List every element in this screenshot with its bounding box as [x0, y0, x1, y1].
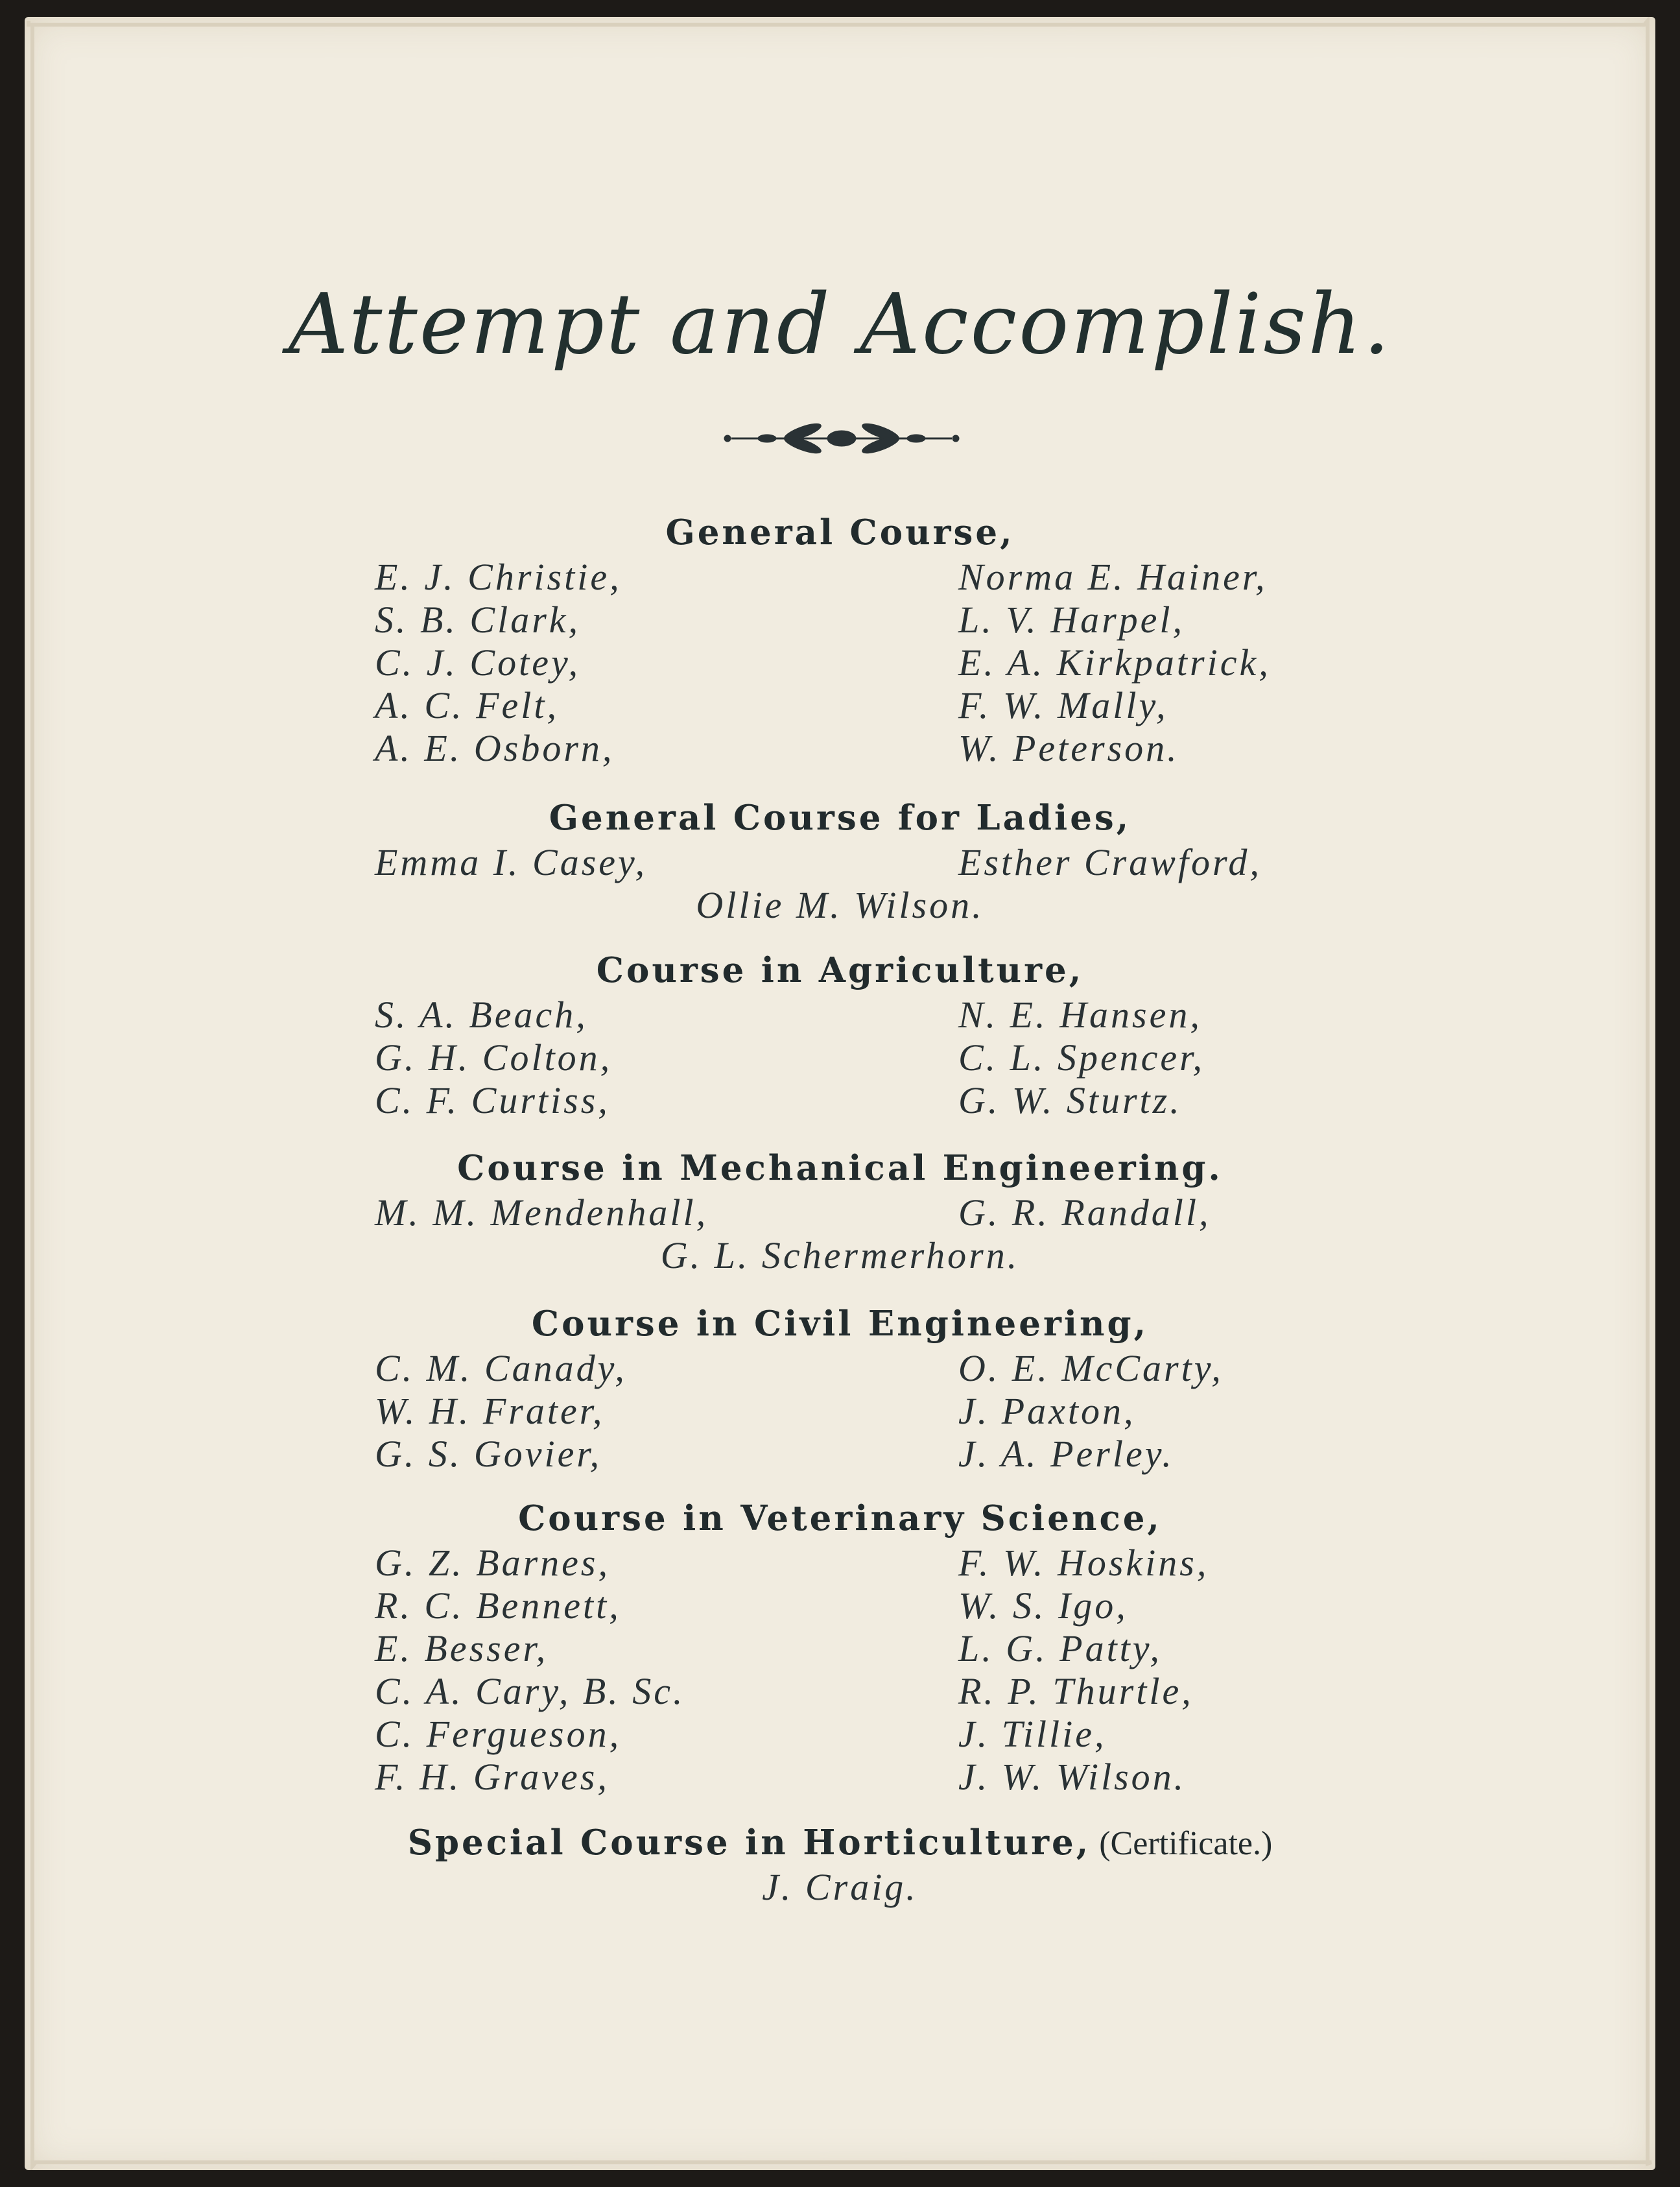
- course-heading: [25, 1301, 1655, 1346]
- graduate-name: E. J. Christie,: [375, 556, 622, 598]
- graduate-name: C. F. Curtiss,: [375, 1079, 610, 1121]
- graduate-name: A. C. Felt,: [375, 684, 560, 726]
- course-heading-text: Course in Veterinary Science,: [518, 1498, 1162, 1538]
- graduate-name: C. Fergueson,: [375, 1713, 622, 1755]
- course-section: [25, 795, 1655, 926]
- graduate-name: C. J. Cotey,: [375, 641, 581, 684]
- graduate-name: Norma E. Hainer,: [958, 556, 1268, 598]
- course-heading-text: Course in Mechanical Engineering.: [457, 1148, 1223, 1188]
- graduate-name: G. S. Govier,: [375, 1433, 602, 1475]
- graduate-name: L. V. Harpel,: [958, 599, 1185, 641]
- graduate-name: M. M. Mendenhall,: [375, 1191, 709, 1234]
- graduate-name: C. M. Canady,: [375, 1347, 627, 1389]
- course-heading-text: Special Course in Horticulture,: [407, 1823, 1091, 1863]
- graduate-name: J. Tillie,: [958, 1713, 1107, 1755]
- graduate-name: G. H. Colton,: [375, 1036, 613, 1079]
- graduate-name: E. A. Kirkpatrick,: [958, 641, 1271, 684]
- graduate-name: F. W. Mally,: [958, 684, 1168, 726]
- course-section: [25, 1301, 1655, 1475]
- course-section: [25, 510, 1655, 769]
- graduate-name: R. P. Thurtle,: [958, 1670, 1194, 1712]
- graduate-name: J. Craig.: [762, 1866, 918, 1908]
- course-heading-text: General Course,: [665, 512, 1015, 553]
- graduate-name: F. W. Hoskins,: [958, 1542, 1209, 1584]
- graduate-name: C. A. Cary, B. Sc.: [375, 1670, 685, 1712]
- graduate-name: Esther Crawford,: [958, 841, 1262, 883]
- course-heading: [25, 948, 1655, 993]
- graduate-name: W. Peterson.: [958, 727, 1179, 769]
- course-section: [25, 1496, 1655, 1798]
- course-section: [25, 948, 1655, 1121]
- graduate-name: L. G. Patty,: [958, 1627, 1162, 1669]
- graduate-name: R. C. Bennett,: [375, 1584, 621, 1627]
- graduate-name: O. E. McCarty,: [958, 1347, 1224, 1389]
- course-heading-text: Course in Civil Engineering,: [531, 1304, 1149, 1344]
- graduate-name: G. L. Schermerhorn.: [660, 1234, 1020, 1276]
- leaf-vine-ornament-icon: [718, 419, 965, 458]
- graduate-name: G. W. Sturtz.: [958, 1079, 1182, 1121]
- course-heading: [25, 510, 1655, 555]
- card-title: Attempt and Accomplish.: [288, 276, 1392, 373]
- graduate-name: G. R. Randall,: [958, 1191, 1211, 1234]
- graduate-name: W. S. Igo,: [958, 1584, 1128, 1627]
- graduate-name: C. L. Spencer,: [958, 1036, 1205, 1079]
- graduate-name: G. Z. Barnes,: [375, 1542, 610, 1584]
- course-heading: [25, 1820, 1655, 1865]
- course-heading: [25, 1145, 1655, 1191]
- graduate-name: A. E. Osborn,: [375, 727, 615, 769]
- graduate-name: F. H. Graves,: [375, 1756, 609, 1798]
- course-heading: [25, 795, 1655, 841]
- graduate-name: J. W. Wilson.: [958, 1756, 1187, 1798]
- course-heading: [25, 1496, 1655, 1541]
- graduate-name: J. Paxton,: [958, 1390, 1136, 1432]
- graduate-name: W. H. Frater,: [375, 1390, 605, 1432]
- certificate-note: (Certificate.): [1091, 1825, 1273, 1862]
- graduate-name: Emma I. Casey,: [375, 841, 648, 883]
- graduate-name: N. E. Hansen,: [958, 994, 1202, 1036]
- graduate-name: J. A. Perley.: [958, 1433, 1174, 1475]
- course-section: [25, 1145, 1655, 1276]
- graduate-name: S. A. Beach,: [375, 994, 588, 1036]
- graduate-name: S. B. Clark,: [375, 599, 581, 641]
- graduate-name: Ollie M. Wilson.: [696, 884, 984, 926]
- program-card: [25, 17, 1655, 2170]
- graduate-name: E. Besser,: [375, 1627, 549, 1669]
- course-heading-text: General Course for Ladies,: [549, 798, 1131, 838]
- course-section: [25, 1820, 1655, 1908]
- course-heading-text: Course in Agriculture,: [596, 950, 1084, 990]
